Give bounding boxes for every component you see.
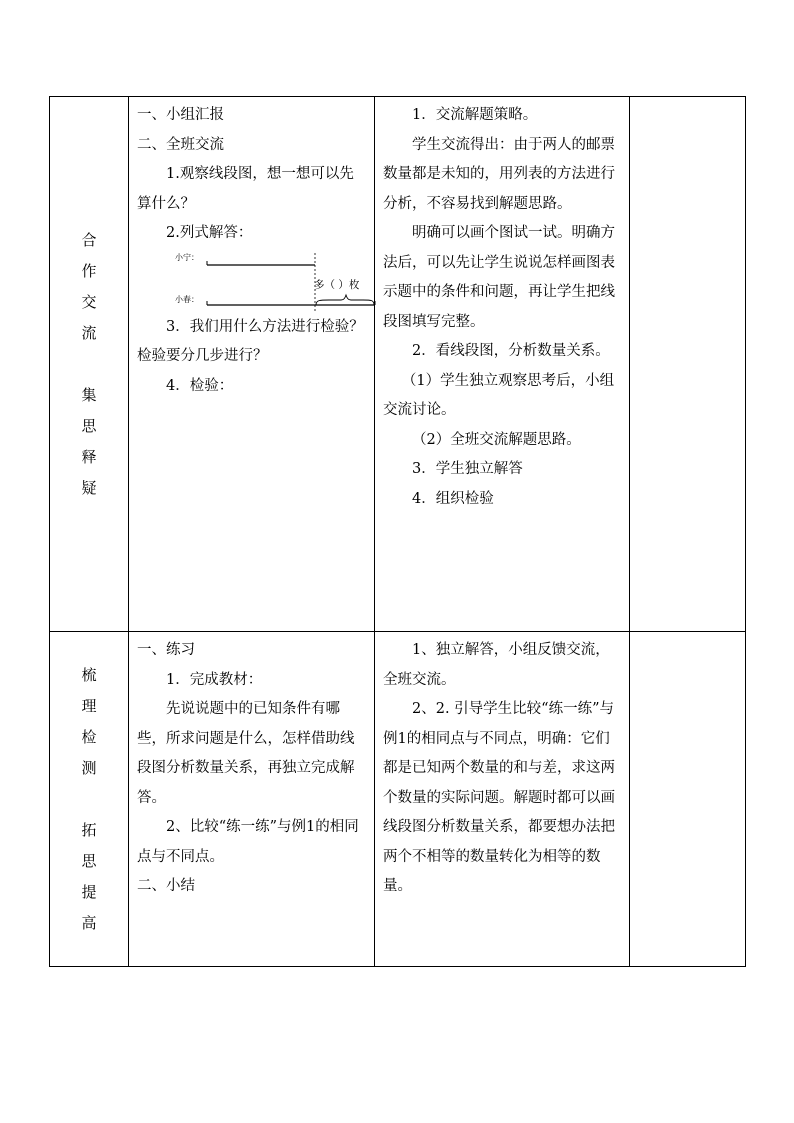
lesson-plan-table [49, 96, 746, 967]
stage-cell-review [50, 632, 129, 967]
class-exchange-heading: 二、全班交流 [137, 136, 224, 153]
solve-prompt: 2.列式解答： [166, 225, 253, 241]
table-row-cooperation [50, 97, 746, 632]
stage-cell-cooperation [50, 97, 129, 632]
strategy-item: 1．交流解题策略。 [412, 107, 538, 123]
independent-solve-item: 1、独立解答，小组反馈交流，全班交流。 [383, 642, 610, 688]
analyze-item: 2．看线段图，分析数量关系。 [412, 343, 610, 359]
check-prompt: 4．检验： [166, 377, 234, 394]
stage-label: 合 作 交 流 集 思 释 疑 [81, 230, 97, 497]
solve-item: 3．学生独立解答 [412, 461, 523, 477]
textbook-task-desc: 先说说题中的已知条件有哪些，所求问题是什么，怎样借助线段图分析数量关系，再独立完成解答。 [137, 701, 355, 806]
compare-guidance: 2、2. 引导学生比较“练一练”与例1的相同点与不同点，明确：它们都是已知两个数量的和与差，求这两个数量的实际问题。解题时都可以画线段图分析数量关系，都要想办法把两个不相等的数量转化为相等的数量。 [383, 701, 615, 894]
summary-heading: 二、小结 [137, 878, 195, 894]
draw-diagram-guidance: 明确可以画个图试一试。明确方法后，可以先让学生说说怎样画图表示题中的条件和问题，再让学生把线段图填写完整。 [383, 225, 615, 330]
diagram-label-xiaochun: 小春： [175, 294, 199, 304]
difference-label: 多（ ）枚 [314, 278, 360, 291]
student-conclusion: 学生交流得出：由于两人的邮票数量都是未知的，用列表的方法进行分析，不容易找到解题思路。 [383, 136, 615, 212]
analyze-sub2: （2）全班交流解题思路。 [412, 431, 581, 448]
diagram-label-xiaoning: 小宁： [175, 252, 199, 262]
analyze-sub1: （1）学生独立观察思考后，小组交流讨论。 [383, 372, 615, 418]
practice-heading: 一、练习 [137, 642, 195, 658]
difference-brace [316, 295, 374, 305]
table-row-review [50, 632, 746, 967]
student-activity-cell [129, 97, 375, 632]
observe-question: 1.观察线段图，想一想可以先算什么？ [137, 166, 354, 212]
teacher-guidance-cell [375, 632, 630, 967]
teacher-guidance-cell [375, 97, 630, 632]
textbook-task: 1．完成教材： [166, 671, 263, 688]
stage-label: 梳 理 检 测 拓 思 提 高 [81, 665, 97, 932]
line-segment-diagram [137, 249, 368, 313]
check-item: 4．组织检验 [412, 490, 494, 507]
notes-cell [630, 97, 746, 632]
student-activity-cell [129, 632, 375, 967]
compare-task: 2、比较“练一练”与例1的相同点与不同点。 [137, 819, 359, 865]
group-report-heading: 一、小组汇报 [137, 107, 224, 123]
check-method-question: 3．我们用什么方法进行检验？检验要分几步进行？ [137, 318, 364, 364]
notes-cell [630, 632, 746, 967]
